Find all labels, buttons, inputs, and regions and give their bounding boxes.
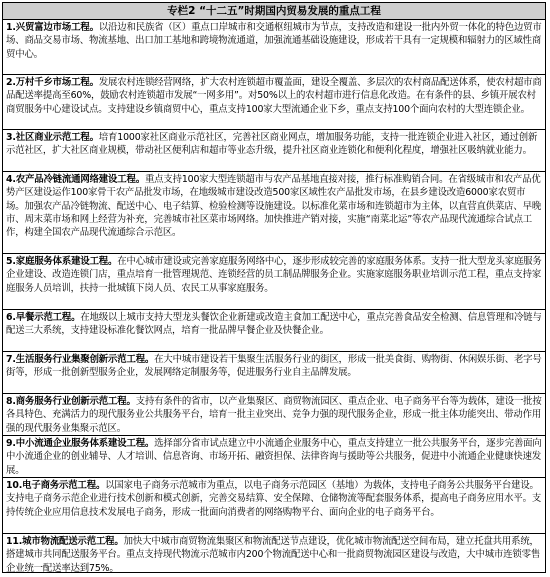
section-title: 10.电子商务示范工程。: [6, 480, 106, 491]
section-body: 以国家电子商务示范城市为重点，以电子商务示范园区（基地）为载体，支持电子商务公共服务平台建设。支持电子商务示范企业进行技术创新和模式创新，完善交易结算、安全保障、仓储物流等配套服务体系，提高电子商务应用水平。支持传统企业应用信息技术发展电子商务，形成一批面向消费者的网络购物平台、面向企业的电子商务平台。: [6, 480, 542, 518]
project-section-3: [3, 130, 545, 172]
section-body: 支持有条件的省市，以产业集聚区、商贸物流园区、重点企业、电子商务平台等为载体，建设一批按各具特色、充满活力的现代服务业公共服务平台，培育一批主业突出、竞争力强的现代服务企业，形成一批主体功能突出、带动作用强的现代服务业集聚示范区。: [6, 396, 542, 434]
section-body: 选择部分省市试点建立中小流通企业服务中心，重点支持建立一批公共服务平台，逐步完善面向中小流通企业的创业辅导、人才培训、信息咨询、市场开拓、融资担保、法律咨询与援助等公共服务，促进中小流通企业健康快速发展。: [6, 438, 542, 476]
section-title: 11.城市物流配送示范工程。: [6, 536, 124, 547]
project-section-11: [3, 534, 545, 574]
project-section-2: [3, 75, 545, 130]
section-title: 3.社区商业示范工程。: [6, 132, 99, 143]
section-body: 加快大中城市商贸物流集聚区和物流配送节点建设，优化城市物流配送空间布局，建立托盘共用系统，搭建城市共同配送服务平台。重点支持现代物流示范城市内200个物流配送中心和一批商贸物流园区建设与改造，大中城市连锁零售企业统一配送率达到75%。: [6, 536, 541, 574]
section-title: 9.中小流通企业服务体系建设工程。: [6, 438, 155, 449]
section-title: 8.商务服务行业创新示范工程。: [6, 396, 136, 407]
section-body: 以沿边和民族省（区）重点口岸城市和交通枢纽城市为节点，支持改造和建设一批内外贸一体化的特色边贸市场、商品交易市场、物流基地、出口加工基地和跨境物流通道，加强流通基础设施建设，形成若干具有一定规模和辐射力的区域性商贸中心。: [6, 22, 542, 60]
section-body: 在大中城市建设若干集聚生活服务行业的街区，形成一批美食街、购物街、休闲娱乐街、老字号街等，形成一批创新型服务企业，发展网络定制服务等，促进服务行业自主品牌发展。: [6, 354, 542, 379]
box-title: 专栏2 “十二五”时期国内贸易发展的重点工程: [3, 3, 545, 20]
section-body: 重点支持100家大型连锁超市与农产品基地直接对接，推行标准购销合同。在省级城市和农产品优势产区建设运作100家骨干农产品批发市场，在地级城市建设改造500家区域性农产品批发市场，在县乡建设改造6000家农贸市场。加强农产品冷链物流、配送中心、电子结算、检验检测等设施建设。以标准化菜市场和连锁超市为主体，以直营直供菜店、早晚市、周末菜市场和网上经营为补充，完善城市社区菜市场网络。加快推进产销对接，实施“南菜北运”等农产品现代流通综合试点工作，构建全国农产品现代流通综合示范区。: [6, 174, 542, 238]
section-title: 1.兴贸富边市场工程。: [6, 22, 99, 33]
project-section-5: [3, 254, 545, 310]
section-body: 在地级以上城市支持大型龙头餐饮企业新建或改造主食加工配送中心，重点完善食品安全检测、信息管理和冷链与配送三大系统，支持建设标准化餐饮网点，培育一批品牌早餐企业及快餐企业。: [6, 312, 542, 337]
section-title: 2.万村千乡市场工程。: [6, 77, 99, 88]
project-section-10: [3, 478, 545, 534]
section-body: 发展农村连锁经营网络，扩大农村连锁超市覆盖面，建设全覆盖、多层次的农村商品配送体系，使农村超市商品配送率提高至60%，鼓励农村连锁超市发展“一网多用”。对50%以上的农村超市进行信息化改造。在有条件的县、乡镇开展农村商贸服务中心建设试点。支持建设乡镇商贸中心，重点支持100家大型流通企业下乡，重点支持100个面向农村的大型连锁企业。: [6, 77, 542, 115]
project-section-7: [3, 352, 545, 394]
project-section-9: [3, 436, 545, 478]
section-body: 培育1000家社区商业示范社区，完善社区商业网点，增加服务功能，支持一批连锁企业进入社区，通过创新示范社区，扩大社区商业规模，带动社区便利店和超市等业态升级，提升社区商业连锁化和便利化程度，增强社区吸纳就业能力。: [6, 132, 538, 157]
section-title: 4.农产品冷链流通网络建设工程。: [6, 174, 145, 185]
project-section-6: [3, 310, 545, 352]
section-title: 5.家庭服务体系建设工程。: [6, 256, 118, 267]
section-title: 7.生活服务行业集聚创新示范工程。: [6, 354, 155, 365]
section-body: 在中心城市建设或完善家庭服务网络中心，逐步形成较完善的家庭服务体系。支持一批大型龙头家庭服务企业建设、改造连锁门店，重点培育一批管理规范、连锁经营的员工制品牌服务企业。实施家庭服务职业培训示范工程，重点支持家庭服务人员培训，扶持一批城镇下岗人员、农民工从事家庭服务。: [6, 256, 542, 294]
project-section-8: [3, 394, 545, 436]
section-title: 6.早餐示范工程。: [6, 312, 81, 323]
project-section-4: [3, 172, 545, 254]
feature-box: [2, 2, 546, 573]
project-section-1: [3, 20, 545, 75]
